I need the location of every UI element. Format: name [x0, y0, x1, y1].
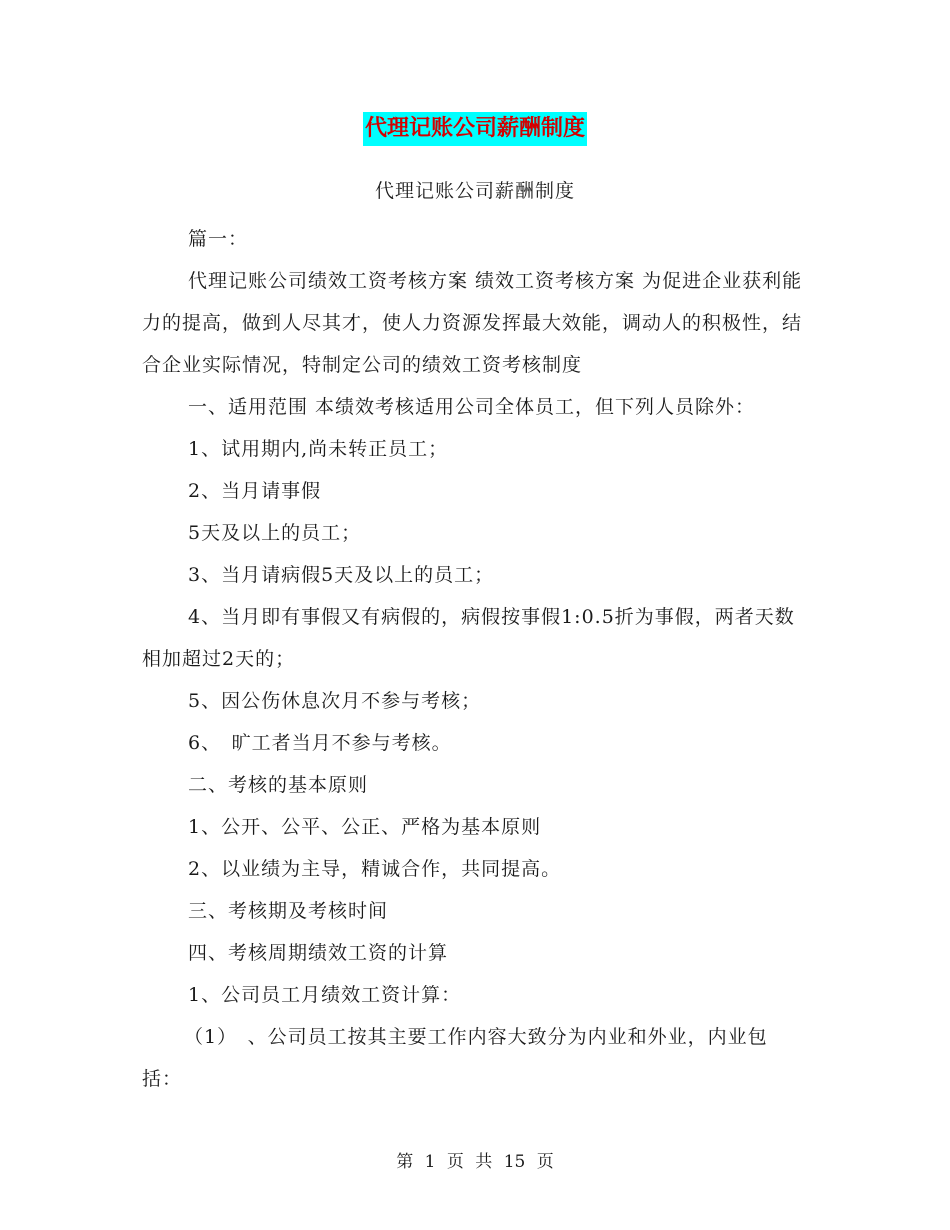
- paragraph: 4、当月即有事假又有病假的，病假按事假1:0.5折为事假，两者天数相加超过2天的；: [142, 606, 795, 670]
- title-container: [0, 112, 950, 146]
- paragraph: 2、以业绩为主导，精诚合作，共同提高。: [188, 858, 562, 880]
- paragraph: 6、 旷工者当月不参与考核。: [188, 732, 452, 754]
- paragraph: 2、当月请事假: [188, 480, 322, 502]
- document-title: 代理记账公司薪酬制度: [363, 112, 587, 146]
- paragraph: 5、因公伤休息次月不参与考核；: [188, 690, 482, 712]
- paragraph: 1、试用期内,尚未转正员工；: [188, 438, 449, 460]
- page-footer: 第 1 页 共 15 页: [396, 1152, 554, 1172]
- paragraph: （1） 、公司员工按其主要工作内容大致分为内业和外业，内业包括：: [142, 1026, 768, 1090]
- paragraph: 一、适用范围 本绩效考核适用公司全体员工，但下列人员除外：: [188, 396, 756, 418]
- paragraph: 四、考核周期绩效工资的计算: [188, 942, 449, 964]
- document-body: [142, 218, 807, 1100]
- paragraph: 1、公开、公平、公正、严格为基本原则: [188, 816, 542, 838]
- paragraph: 三、考核期及考核时间: [188, 900, 389, 922]
- paragraph: 5天及以上的员工；: [188, 522, 362, 544]
- paragraph: 3、当月请病假5天及以上的员工；: [188, 564, 495, 586]
- paragraph: 二、考核的基本原则: [188, 774, 369, 796]
- document-subtitle: 代理记账公司薪酬制度: [374, 180, 575, 202]
- paragraph: 篇一：: [188, 228, 249, 250]
- paragraph: 代理记账公司绩效工资考核方案 绩效工资考核方案 为促进企业获利能力的提高，做到人尽其才，使人力资源发挥最大效能，调动人的积极性，结合企业实际情况，特制定公司的绩效工资考核制度: [142, 270, 803, 376]
- paragraph: 1、公司员工月绩效工资计算：: [188, 984, 462, 1006]
